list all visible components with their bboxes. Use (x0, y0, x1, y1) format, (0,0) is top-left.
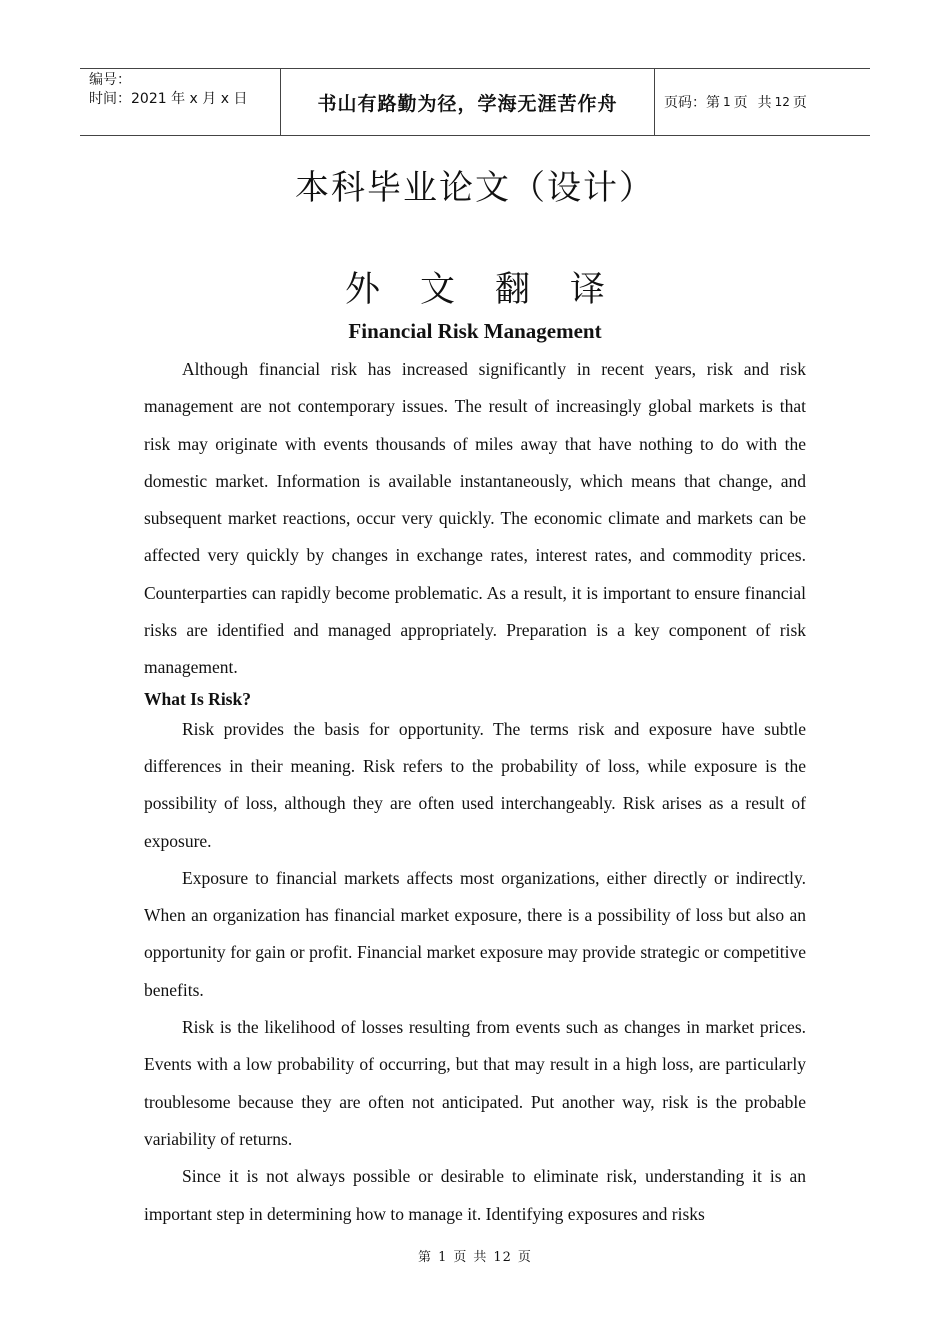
date-label: 时间：2021 年 x 月 x 日 (89, 91, 248, 107)
footer-total: 12 (493, 1250, 512, 1265)
header-page-info (655, 69, 870, 135)
footer-current: 1 (438, 1250, 448, 1265)
risk-paragraph-3: Risk is the likelihood of losses resulting from events such as changes in market prices. Events with a low probability of occurring, but that may result in a high loss, are particularly troublesome because they are often not anticipated. Put another way, risk is the probable variability of returns. (144, 1017, 806, 1149)
page-prefix: 页码：第 (664, 95, 720, 111)
page-total: 12 (774, 95, 790, 109)
risk-paragraph-2: Exposure to financial markets affects most organizations, either directly or indirectly. When an organization has financial market exposure, there is a possibility of loss but also an opportunity for gain or profit. Financial market exposure may provide strategic or competitive benefits. (144, 867, 806, 1000)
translation-subtitle: 外文翻译 (344, 270, 645, 310)
page-total-prefix: 共 (757, 95, 772, 111)
header-meta (80, 69, 281, 135)
footer-prefix: 第 (418, 1250, 433, 1265)
risk-paragraph-1: Risk provides the basis for opportunity. The terms risk and exposure have subtle differences in their meaning. Risk refers to the probability of loss, while exposure is the possibility of loss, although they are often used interchangeably. Risk arises as a result of exposure. (144, 718, 806, 851)
header-motto: 书山有路勤为径，学海无涯苦作舟 (281, 69, 655, 135)
footer-total-prefix: 共 (473, 1250, 488, 1265)
intro-paragraph: Although financial risk has increased significantly in recent years, risk and risk management are not contemporary issues. The result of increasingly global markets is that risk may originate with events thousands of miles away that have nothing to do with the domestic market. Information is available instantaneously, which means that change, and subsequent market reactions, occur very quickly. The economic climate and markets can be affected very quickly by changes in exchange rates, interest rates, and commodity prices. Counterparties can rapidly become problematic. As a result, it is important to ensure financial risks are identified and managed appropriately. Preparation is a key component of risk management. (144, 359, 806, 678)
serial-number-label: 编号： (89, 72, 131, 88)
footer-suffix: 页 (517, 1250, 532, 1265)
page-footer (0, 1246, 950, 1265)
page-mid: 页 (733, 95, 748, 111)
page-suffix: 页 (792, 95, 807, 111)
section-heading: What Is Risk? (144, 688, 251, 709)
footer-mid: 页 (453, 1250, 468, 1265)
document-header (80, 68, 870, 136)
risk-paragraph-4: Since it is not always possible or desirable to eliminate risk, understanding it is an important step in determining how to manage it. Identifying exposures and risks (144, 1166, 806, 1224)
article-title: Financial Risk Management (348, 319, 602, 343)
article-body (144, 351, 806, 1233)
page-current: 1 (723, 95, 731, 109)
thesis-title: 本科毕业论文（设计） (295, 168, 655, 208)
